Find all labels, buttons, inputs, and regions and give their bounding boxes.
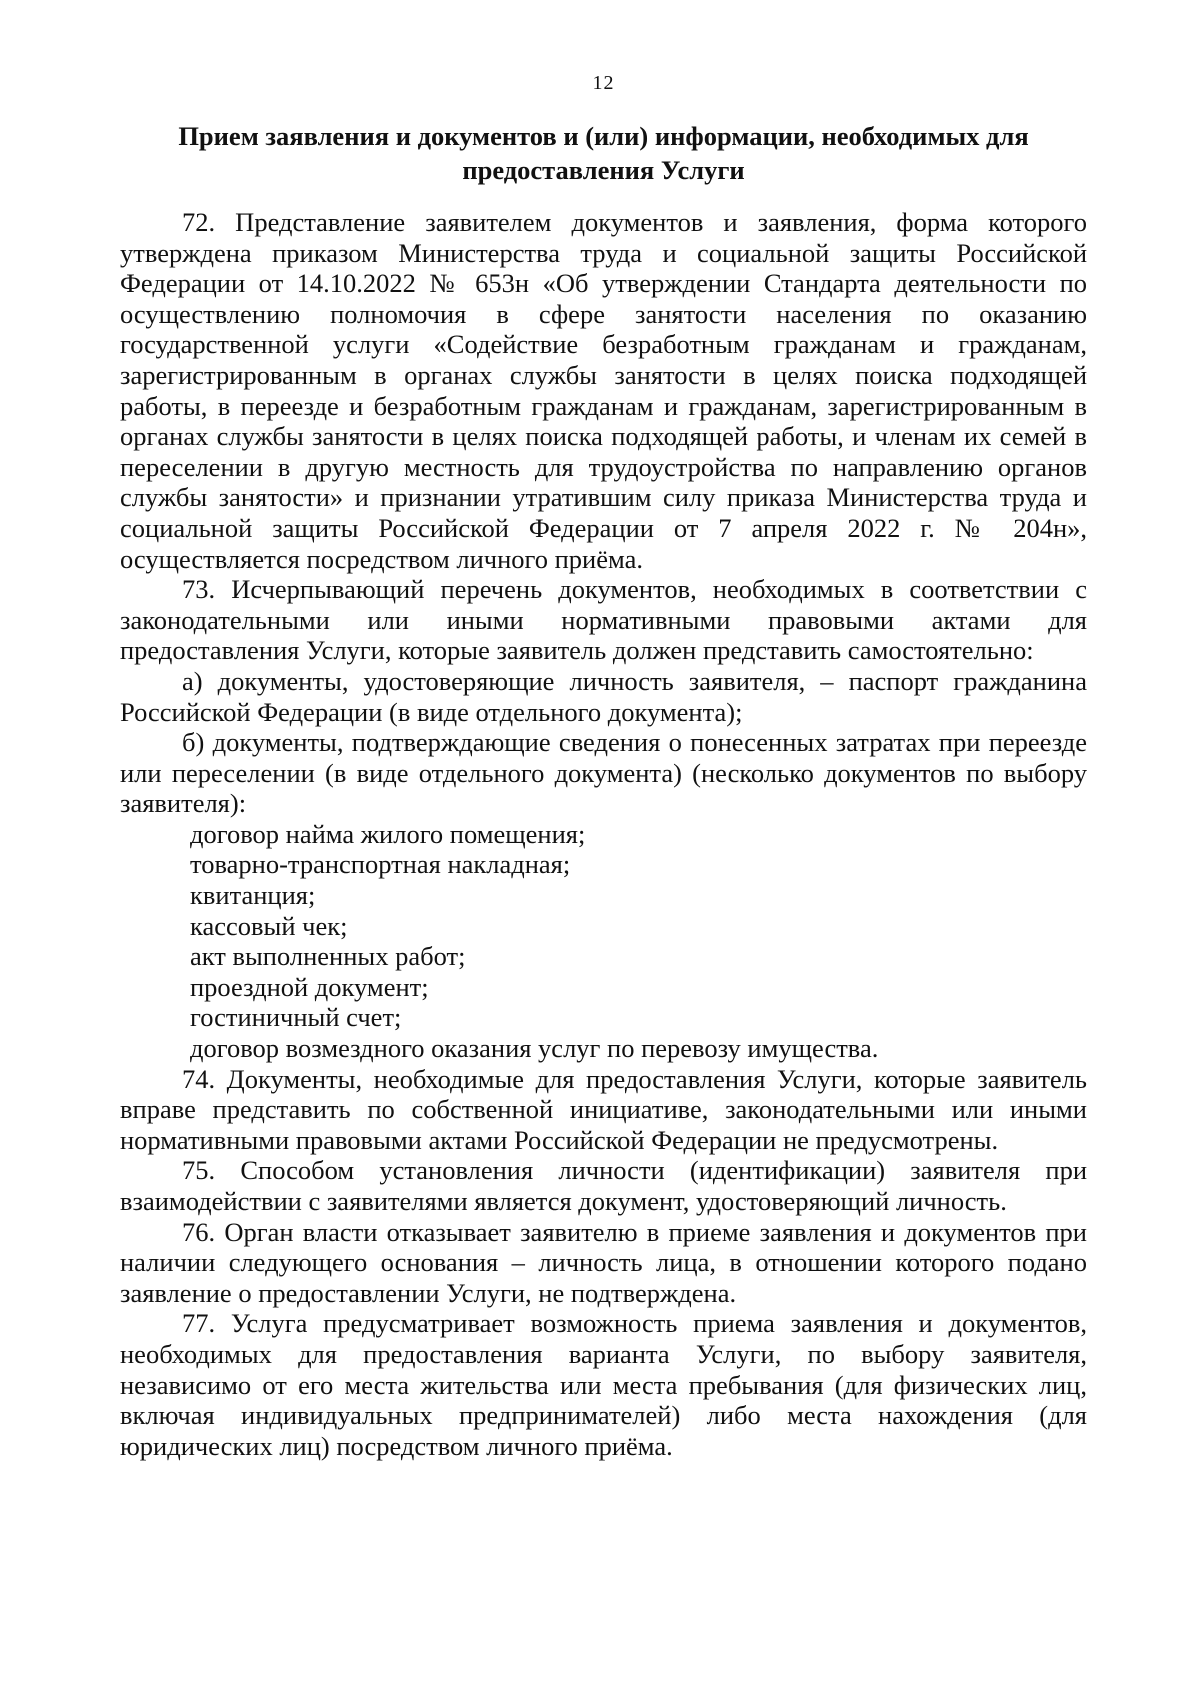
paragraph-73-a: а) документы, удостоверяющие личность заявителя, – паспорт гражданина Российской Федерации (в виде отдельного документа); [120, 665, 1087, 727]
list-item: проездной документ; [190, 971, 429, 1002]
paragraph-75: 75. Способом установления личности (идентификации) заявителя при взаимодействии с заявителями является документ, удостоверяющий личность. [120, 1155, 1087, 1216]
paragraph-73-b: б) документы, подтверждающие сведения о понесенных затратах при переезде или переселении (в виде отдельного документа) (несколько документов по выбору заявителя): [120, 727, 1087, 819]
paragraph-74: 74. Документы, необходимые для предоставления Услуги, которые заявитель вправе представить по собственной инициативе, законодательными или иными нормативными правовыми актами Российской Федерации не предусмотрены. [120, 1063, 1087, 1155]
list-item: товарно-транспортная накладная; [190, 849, 571, 880]
list-item: договор возмездного оказания услуг по перевозу имущества. [190, 1033, 879, 1064]
paragraph-76: 76. Орган власти отказывает заявителю в приеме заявления и документов при наличии следующего основания – личность лица, в отношении которого подано заявление о предоставлении Услуги, не подтверждена. [120, 1216, 1087, 1308]
list-item: гостиничный счет; [190, 1002, 402, 1033]
document-body [120, 207, 1087, 1461]
documents-list [120, 819, 1087, 1064]
page-number: 12 [592, 72, 615, 94]
paragraph-77: 77. Услуга предусматривает возможность приема заявления и документов, необходимых для предоставления варианта Услуги, по выбору заявителя, независимо от его места жительства или места пребывания (для физических лиц, включая индивидуальных предпринимателей) либо места нахождения (для юридических лиц) посредством личного приёма. [120, 1308, 1087, 1461]
paragraph-73: 73. Исчерпывающий перечень документов, необходимых в соответствии с законодательными или иными нормативными правовыми актами для предоставления Услуги, которые заявитель должен представить самостоятельно: [120, 574, 1087, 666]
list-item: кассовый чек; [190, 910, 348, 941]
list-item: квитанция; [190, 880, 316, 911]
paragraph-72: 72. Представление заявителем документов и заявления, форма которого утверждена приказом Министерства труда и социальной защиты Российской Федерации от 14.10.2022 № 653н «Об утверждении Стандарта деятельности по осуществлению полномочия в сфере занятости населения по оказанию государственной услуги «Содействие безработным гражданам и гражданам, зарегистрированным в органах службы занятости в целях поиска подходящей работы, в переезде и безработным гражданам и гражданам, зарегистрированным в органах службы занятости в целях поиска подходящей работы, и членам их семей в переселении в другую местность для трудоустройства по направлению органов службы занятости» и признании утратившим силу приказа Министерства труда и социальной защиты Российской Федерации от 7 апреля 2022 г. № 204н», осуществляется посредством личного приёма. [120, 207, 1087, 574]
list-item: договор найма жилого помещения; [190, 818, 586, 849]
list-item: акт выполненных работ; [190, 941, 466, 972]
section-title: Прием заявления и документов и (или) информации, необходимых для предоставления Услуги [178, 121, 1029, 185]
